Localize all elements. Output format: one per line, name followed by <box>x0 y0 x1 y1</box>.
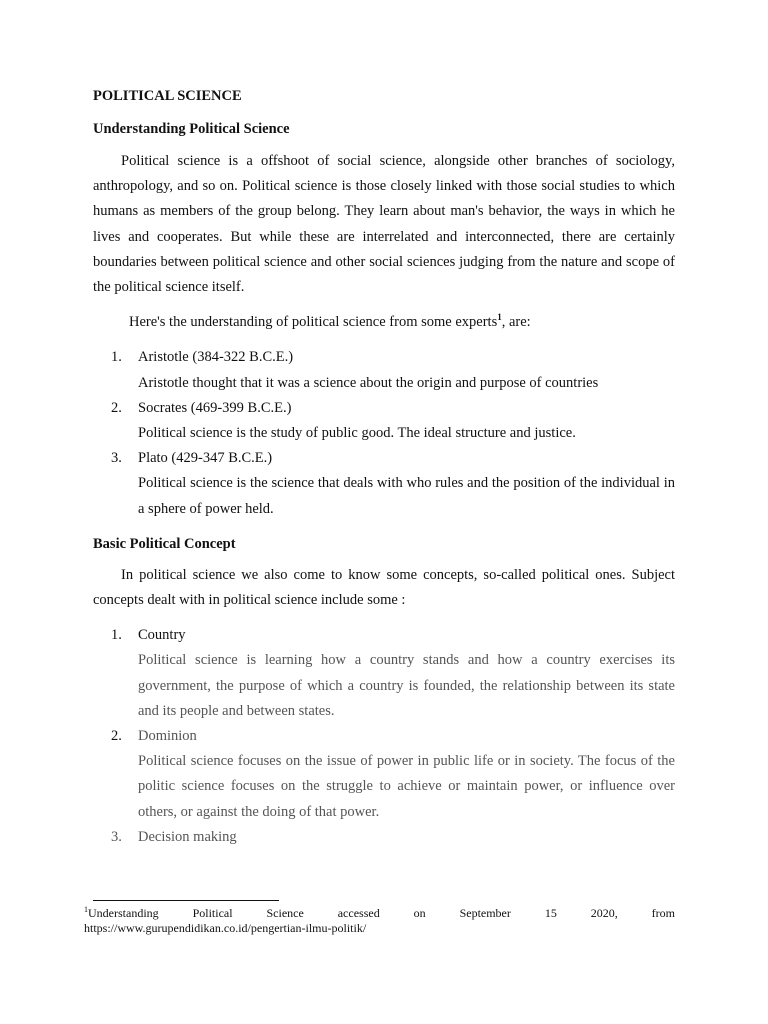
expert-description: Political science is the study of public good. The ideal structure and justice. <box>138 425 576 442</box>
concept-name: Country <box>138 627 186 644</box>
footnote-word: 15 <box>544 906 557 920</box>
list-item-number: 1. <box>111 349 122 366</box>
section-heading-basic-concept: Basic Political Concept <box>93 535 236 552</box>
expert-description: Aristotle thought that it was a science about the origin and purpose of countries <box>138 374 599 391</box>
footnote-word: 2020, <box>590 906 618 920</box>
section1-paragraph: Political science is a offshoot of social science, alongside other branches of sociology, anthropology, and so on. Political science is those closely linked with those social studies to which humans as members of the group belong. They learn about man's behavior, the ways in which he lives and cooperates. But while these are interrelated and interconnected, there are certainly boundaries between political science and other social sciences judging from the nature and scope of the political science itself. <box>93 153 675 296</box>
footnote-first-word: $^1$Understanding <box>84 905 159 920</box>
concept-description: Political science is learning how a country stands and how a country exercises its government, the purpose of which a country is founded, the relationship between its state and its people and between states. <box>138 652 675 719</box>
list-item <box>93 345 675 395</box>
footnote <box>84 906 675 936</box>
experts-intro-text: Here's the understanding of political science from some experts <box>129 314 498 331</box>
experts-list <box>93 345 675 521</box>
expert-description: Political science is the science that deals with who rules and the position of the individual in a sphere of power held. <box>138 475 675 517</box>
list-item-number: 2. <box>111 728 122 745</box>
list-item <box>93 446 675 522</box>
footnote-word: September <box>459 906 511 920</box>
footnote-reference[interactable]: 1 <box>497 312 502 323</box>
list-item-number: 1. <box>111 627 122 644</box>
footnote-url[interactable]: https://www.gurupendidikan.co.id/pengertian-ilmu-politik/ <box>84 921 367 935</box>
list-item-number: 2. <box>111 399 122 416</box>
section-heading-understanding: Understanding Political Science <box>93 121 290 137</box>
footnote-word: accessed <box>337 906 380 920</box>
document-body <box>93 86 675 850</box>
expert-name: Plato (429-347 B.C.E.) <box>138 450 273 467</box>
document-title: POLITICAL SCIENCE <box>93 88 242 104</box>
expert-name: Socrates (469-399 B.C.E.) <box>138 399 292 416</box>
footnote-word: Science <box>266 906 304 920</box>
expert-name: Aristotle (384-322 B.C.E.) <box>138 349 294 366</box>
list-item <box>93 623 675 724</box>
footnote-word: on <box>413 906 426 920</box>
footnote-divider <box>93 900 279 901</box>
footnote-word: from <box>651 906 675 920</box>
concept-name: Decision making <box>138 828 237 845</box>
list-item-number: 3. <box>111 828 122 845</box>
footnote-word: Political <box>192 906 233 920</box>
list-item-number: 3. <box>111 450 122 467</box>
experts-intro <box>93 310 675 335</box>
list-item <box>93 724 675 825</box>
list-item <box>93 825 675 850</box>
section2-paragraph: In political science we also come to know some concepts, so-called political ones. Subject concepts dealt with in political science include some : <box>93 566 675 609</box>
concepts-list <box>93 623 675 850</box>
experts-intro-suffix: , are: <box>501 314 531 331</box>
concept-description: Political science focuses on the issue of power in public life or in society. The focus of the politic science focuses on the struggle to achieve or maintain power, or influence over others, or against the doing of that power. <box>138 753 675 820</box>
footnote-marker: 1 <box>84 905 88 914</box>
concept-name: Dominion <box>138 728 197 745</box>
list-item <box>93 396 675 446</box>
footnote-line-1 <box>84 906 675 921</box>
